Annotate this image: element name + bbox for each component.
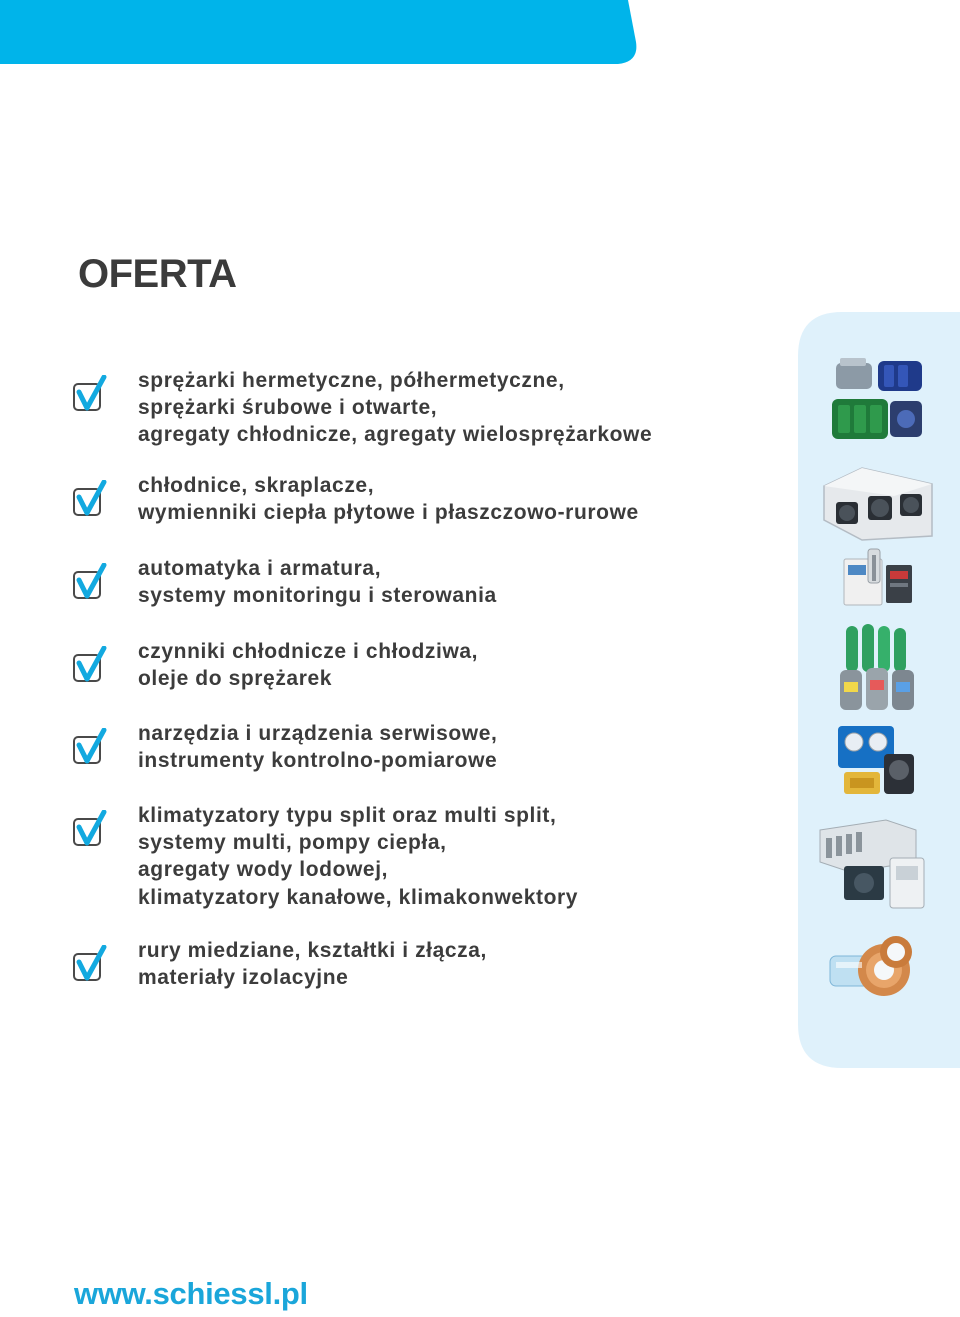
- checkmark-icon: [72, 480, 108, 518]
- offer-line: sprężarki śrubowe i otwarte,: [138, 396, 438, 420]
- checkmark-icon: [72, 810, 108, 848]
- offer-line: chłodnice, skraplacze,: [138, 474, 375, 497]
- offer-line: agregaty wody lodowej,: [138, 858, 389, 882]
- copper-pipe-coils-image: [826, 928, 918, 1004]
- top-banner: [0, 0, 640, 66]
- offer-line: instrumenty kontrolno-pomiarowe: [138, 749, 498, 773]
- offer-line: czynniki chłodnicze i chłodziwa,: [138, 640, 479, 663]
- compressors-image: [828, 355, 928, 447]
- offer-line: sprężarki hermetyczne, półhermetyczne,: [138, 369, 565, 392]
- offer-line: systemy multi, pompy ciepła,: [138, 831, 447, 855]
- offer-line: oleje do sprężarek: [138, 667, 333, 691]
- offer-line: agregaty chłodnicze, agregaty wielosprężarkowe: [138, 423, 653, 447]
- page-title: OFERTA: [78, 252, 237, 296]
- service-tools-image: [834, 720, 918, 800]
- offer-line: rury miedziane, kształtki i złącza,: [138, 939, 487, 962]
- offer-line: klimatyzatory kanałowe, klimakonwektory: [138, 885, 579, 909]
- offer-line: materiały izolacyjne: [138, 966, 349, 990]
- checkmark-icon: [72, 563, 108, 601]
- offer-line: wymienniki ciepła płytowe i płaszczowo-rurowe: [138, 501, 639, 525]
- air-conditioners-chillers-image: [816, 818, 928, 912]
- checkmark-icon: [72, 375, 108, 413]
- website-link[interactable]: www.schiessl.pl: [74, 1276, 308, 1311]
- checkmark-icon: [72, 945, 108, 983]
- offer-line: systemy monitoringu i sterowania: [138, 584, 497, 608]
- control-automation-image: [838, 547, 916, 609]
- refrigerant-cylinders-image: [836, 622, 916, 714]
- offer-line: automatyka i armatura,: [138, 557, 382, 580]
- air-cooler-image: [822, 466, 934, 542]
- checkmark-icon: [72, 728, 108, 766]
- checkmark-icon: [72, 646, 108, 684]
- offer-line: klimatyzatory typu split oraz multi split,: [138, 804, 557, 827]
- offer-line: narzędzia i urządzenia serwisowe,: [138, 722, 498, 745]
